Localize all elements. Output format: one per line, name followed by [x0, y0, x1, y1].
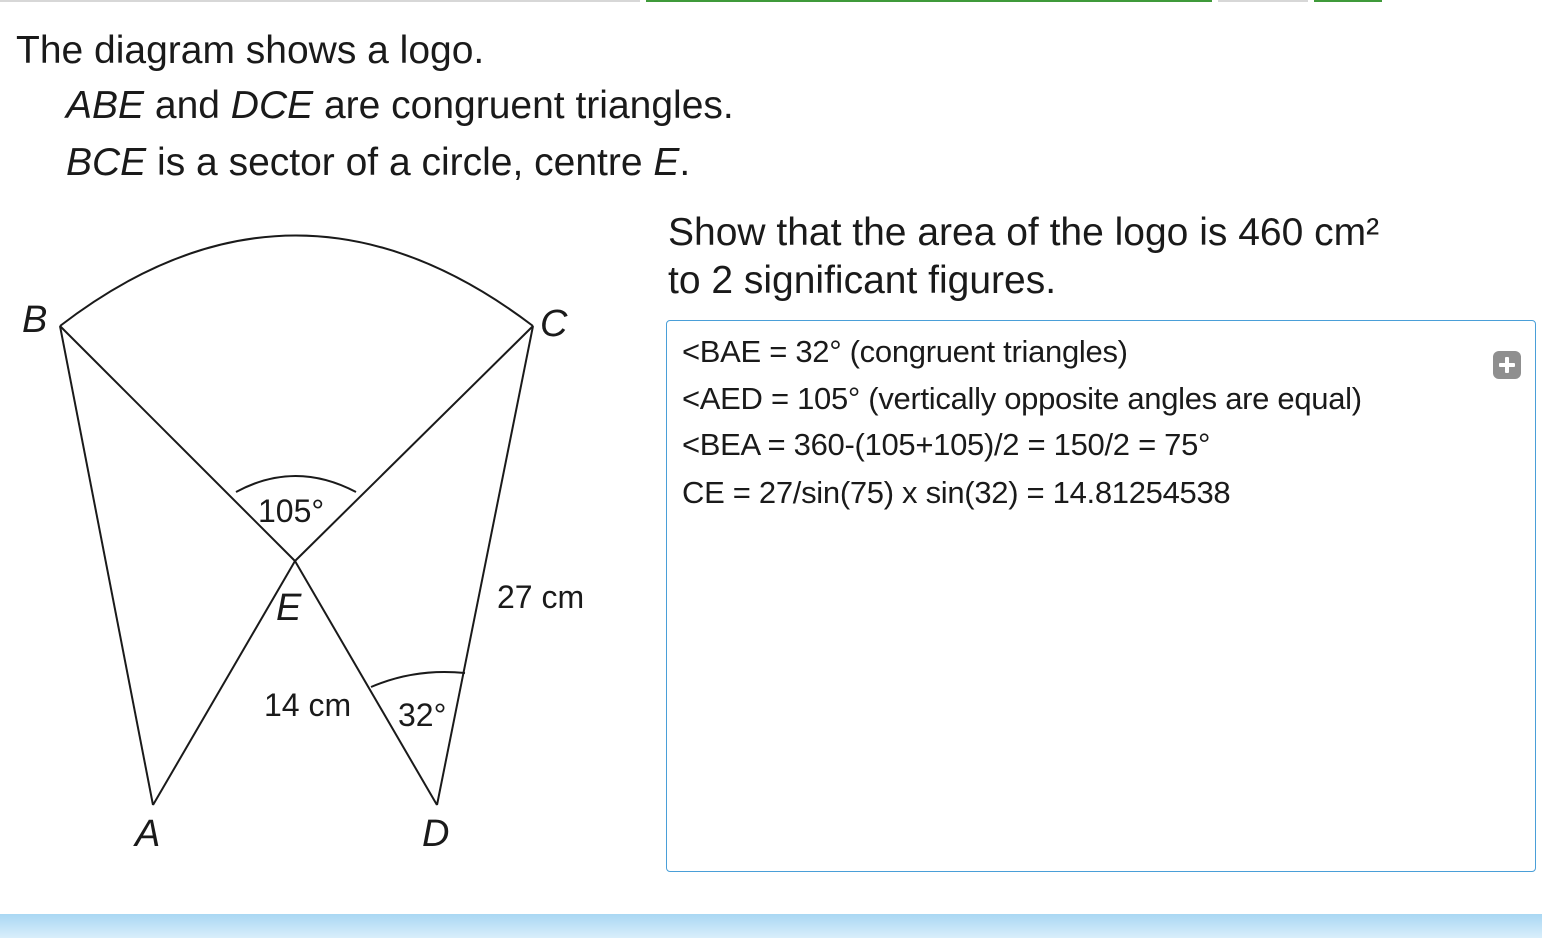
- fact2-mid: is a sector of a circle, centre: [146, 141, 654, 184]
- vertex-label-b: B: [22, 299, 48, 341]
- vertex-label-a: A: [135, 813, 161, 855]
- working-line-1: <BAE = 32° (congruent triangles): [682, 334, 1128, 369]
- vertex-label-c: C: [540, 303, 568, 345]
- fact1-end: are congruent triangles.: [313, 84, 734, 127]
- angle-arc-e: [236, 476, 356, 492]
- answer-textarea[interactable]: [666, 320, 1536, 872]
- length-label-ed: 14 cm: [264, 687, 352, 723]
- centre-e-label: E: [653, 141, 680, 184]
- triangle-dce-label: DCE: [230, 84, 314, 127]
- task-line-1: Show that the area of the logo is 460 cm²: [668, 211, 1380, 254]
- sector-bce-label: BCE: [66, 141, 147, 184]
- task-line-2: to 2 significant figures.: [668, 259, 1057, 302]
- edge-ed: [295, 561, 437, 805]
- question-intro: The diagram shows a logo.: [16, 29, 485, 72]
- plus-square-icon[interactable]: [1493, 351, 1521, 379]
- fact2-end: .: [679, 141, 691, 184]
- working-line-3: <BEA = 360-(105+105)/2 = 150/2 = 75°: [682, 427, 1211, 462]
- triangle-abe-label: ABE: [66, 84, 145, 127]
- vertex-label-e: E: [276, 587, 302, 629]
- angle-arc-d: [371, 672, 465, 687]
- working-line-4: CE = 27/sin(75) x sin(32) = 14.81254538: [682, 475, 1231, 510]
- bottom-toolbar: [0, 914, 1542, 938]
- edge-ce: [295, 326, 533, 561]
- vertex-label-d: D: [422, 813, 450, 855]
- edge-ea: [153, 561, 295, 805]
- sector-arc-bc: [60, 236, 533, 327]
- length-label-cd: 27 cm: [497, 579, 585, 615]
- fact1-mid: and: [144, 84, 231, 127]
- edge-ba: [60, 326, 153, 805]
- angle-label-e: 105°: [258, 493, 325, 529]
- angle-label-d: 32°: [398, 697, 447, 733]
- working-line-2: <AED = 105° (vertically opposite angles are equal): [682, 381, 1362, 416]
- edge-cd: [437, 326, 533, 805]
